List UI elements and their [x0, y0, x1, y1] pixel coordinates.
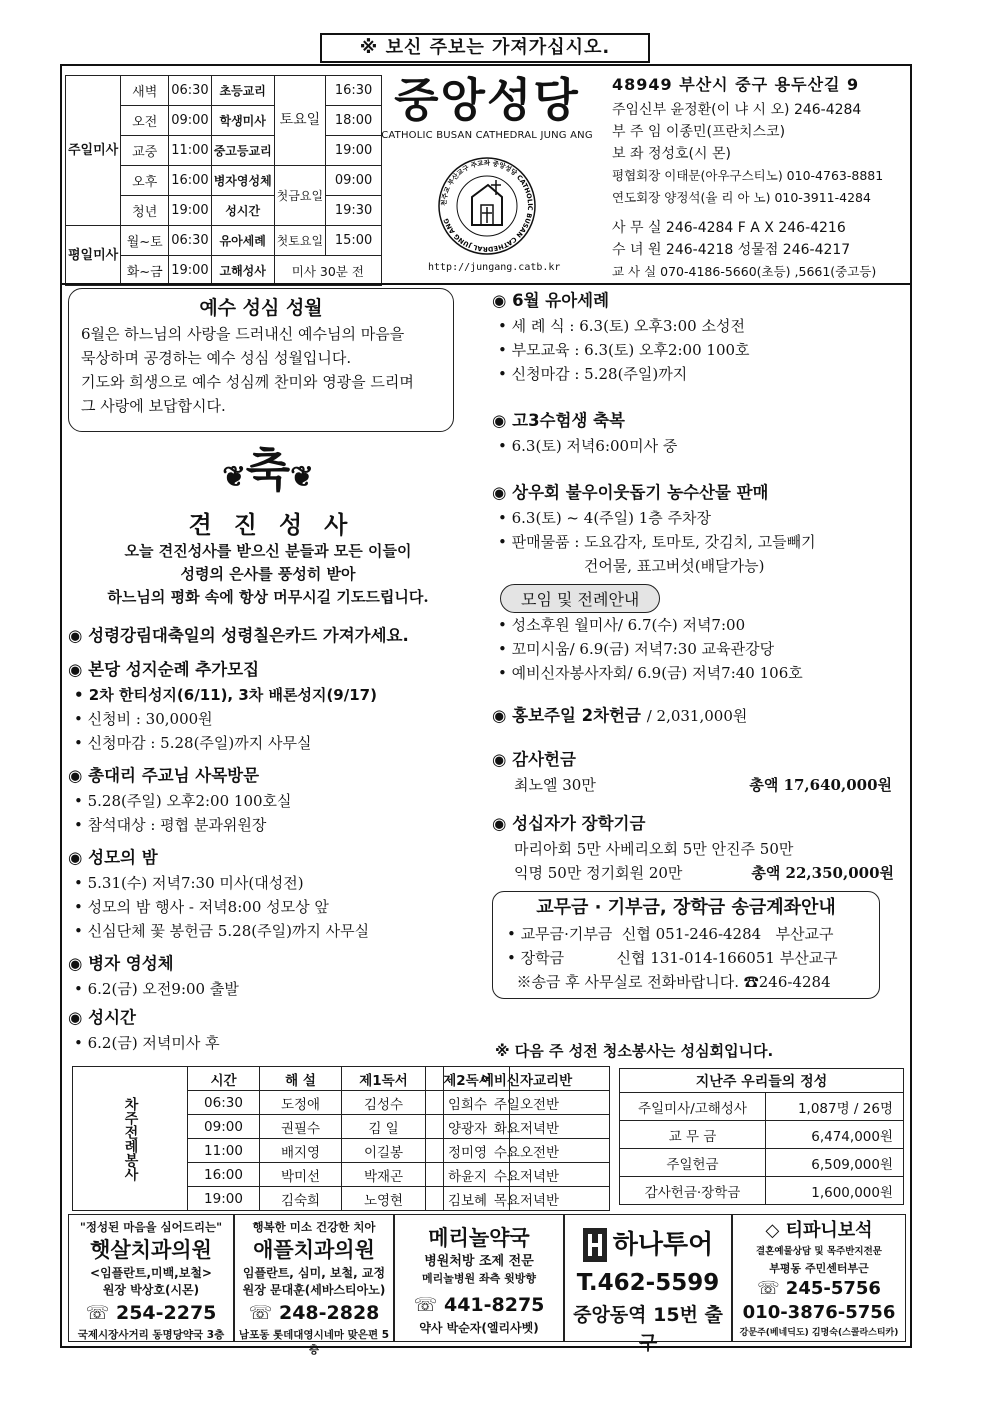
table-row: 수요오전반 [444, 1139, 610, 1163]
last-week-offering-table: 지난주 우리들의 정성 주일미사/고해성사 1,087명 / 26명 교 무 금 6,474,000원 주일헌금 6,509,000원 감사헌금·장학금 1,600,000원 [619, 1068, 904, 1205]
weekday-label: 월~토 [121, 226, 169, 256]
first-friday-time: 09:00 [326, 166, 382, 196]
table-row: 수요저녁반 [444, 1163, 610, 1187]
phone-icon: ☏ 248-2828 [248, 1302, 380, 1324]
weekday-time: 06:30 [169, 226, 211, 256]
notice-thanks-offering: ◉ 감사헌금 최노엘 30만 총액 17,640,000원 [492, 747, 907, 797]
table-row: 19:00 김숙희 노영현 김보혜 [73, 1187, 510, 1211]
contact-info [612, 72, 908, 283]
confirmation-line: 오늘 견진성사를 받으신 분들과 모든 이들이 [124, 542, 412, 560]
sunday-mass-label: 주일미사 [66, 76, 121, 226]
saturday-label: 토요일 [274, 76, 325, 166]
confession-time: 미사 30분 전 [274, 256, 381, 286]
header-divider [60, 283, 912, 285]
staff-line: 보 좌 정성호(시 몬) [612, 146, 731, 162]
table-row: 주일미사/고해성사 1,087명 / 26명 [620, 1093, 904, 1121]
church-address: 48949 부산시 중구 용두산길 9 [612, 75, 860, 94]
notice-scholarship: ◉ 성십자가 장학기금 마리아회 5만 사베리오회 5만 안진주 50만 익명 50만 정기회원 20만 총액 22,350,000원 [492, 814, 894, 882]
confirmation-title: 견진성사 [188, 510, 370, 539]
church-title: 중앙성당 [394, 73, 580, 127]
table-row: 주일헌금 6,509,000원 [620, 1149, 904, 1177]
first-friday-label: 첫금요일 [274, 166, 325, 226]
church-url[interactable]: http://jungang.catb.kr [428, 262, 561, 273]
mass-time: 11:00 [169, 136, 211, 166]
phone-icon: ☏ 254-2275 [85, 1302, 217, 1324]
staff-line: 연도회장 양정석(율 리 아 노) 010-3911-4284 [612, 190, 871, 205]
mass-time: 16:00 [169, 166, 211, 196]
mass-program: 성시간 [211, 196, 274, 226]
notice-infant-baptism: ◉ 6월 유아세례 • 세 례 식 : 6.3(토) 오후3:00 소성전 • 부모교육 : 6.3(토) 오후2:00 100호 • 신청마감 : 5.28(주일)까지 [492, 291, 750, 383]
sacred-heart-body: 6월은 하느님의 사랑을 드러내신 예수님의 마음을 묵상하며 공경하는 예수 성심 성월입니다. 기도와 희생으로 예수 성심께 찬미와 영광을 드리며 그 사랑에 보답합시다. [81, 325, 414, 415]
sacred-heart-title: 예수 성심 성월 [199, 297, 323, 319]
mass-row-label: 오후 [121, 166, 169, 196]
mass-row-label: 교중 [121, 136, 169, 166]
confirmation-congrats [68, 442, 468, 609]
mass-time: 09:00 [169, 106, 211, 136]
table-row: 주일오전반 [444, 1091, 610, 1115]
notice-pilgrimage: ◉ 본당 성지순례 추가모집 • 2차 한티성지(6/11), 3차 배론성지(9/17) • 신청비 : 30,000원 • 신청마감 : 5.28(주일)까지 사무실 [68, 660, 377, 752]
take-bulletin-notice: ※ 보신 주보는 가져가십시오. [320, 33, 650, 63]
diamond-icon: ◇ [765, 1220, 780, 1241]
notice-produce-sale: ◉ 상우회 불우이웃돕기 농수산물 판매 • 6.3(토) ~ 4(주일) 1층 주차장 • 판매물품 : 도요감자, 토마토, 갓김치, 고들빼기 건어물, 표고버섯(배달가능) [492, 483, 816, 575]
confirmation-line: 성령의 은사를 풍성히 받아 [180, 565, 356, 583]
ad-travel-agency: 하나투어 T.462-5599 중앙동역 15번 출구 [564, 1214, 732, 1342]
mass-time: 19:00 [169, 196, 211, 226]
laurel-wreath-icon: ❦축❦ [222, 443, 314, 497]
confirmation-line: 하느님의 평화 속에 항상 머무시길 기도드립니다. [107, 588, 429, 606]
next-cleaning-notice: ※ 다음 주 성전 청소봉사는 성심회입니다. [495, 1042, 774, 1060]
mass-schedule-table [65, 75, 382, 286]
notice-pentecost-card: ◉ 성령강림대축일의 성령칠은카드 가져가세요. [68, 626, 409, 645]
seal-text: 천주교 부산교구 주교좌 중앙성당 CATHOLIC BUSAN CATHEDRAL JUNG ANG [439, 158, 535, 254]
weekday-label: 화~금 [121, 256, 169, 286]
staff-line: 평협회장 이태문(아우구스티노) 010-4763-8881 [612, 168, 884, 183]
mass-time: 06:30 [169, 76, 211, 106]
table-row: 11:00 배지영 이길봉 정미영 [73, 1139, 510, 1163]
table-row: 16:00 박미선 박재곤 하윤지 [73, 1163, 510, 1187]
first-friday-time: 19:30 [326, 196, 382, 226]
church-brand [372, 72, 602, 141]
ad-pharmacy: 메리놀약국 병원처방 조제 전문 메리놀병원 좌측 윗방향 ☏ 441-8275 약사 박순자(엘리사벳) [394, 1214, 564, 1342]
bank-transfer-box: 교무금 · 기부금, 장학금 송금계좌안내 • 교무금·기부금 신협 051-246-4284 부산교구 • 장학금 신협 131-014-166051 부산교구 ※송금 후 사무실로 전화바랍니다. ☎246-4284 [492, 891, 880, 999]
table-row: 화요저녁반 [444, 1115, 610, 1139]
mass-row-label: 새벽 [121, 76, 169, 106]
office-phone-line: 수 녀 원 246-4218 성물점 246-4217 [612, 242, 851, 258]
meeting-list: • 성소후원 월미사/ 6.7(수) 저녁7:00 • 꼬미시움/ 6.9(금) 저녁7:30 교육관강당 • 예비신자봉사자회/ 6.9(금) 저녁7:40 106호 [498, 616, 803, 682]
transfer-title: 교무금 · 기부금, 장학금 송금계좌안내 [536, 897, 836, 918]
meeting-liturgy-pill: 모임 및 전례안내 [500, 584, 660, 613]
cathedral-seal-icon [436, 155, 538, 257]
sat-time: 19:00 [326, 136, 382, 166]
table-row: 목요저녁반 [444, 1187, 610, 1211]
table-row: 06:30 도정애 김성수 임희수 [73, 1091, 510, 1115]
sat-time: 16:30 [326, 76, 382, 106]
staff-line: 부 주 임 이종민(프란치스코) [612, 124, 786, 140]
weekday-mass-label: 평일미사 [66, 226, 121, 286]
mass-row-label: 청년 [121, 196, 169, 226]
table-row: 감사헌금·장학금 1,600,000원 [620, 1177, 904, 1205]
notice-sick-communion: ◉ 병자 영성체 • 6.2(금) 오전9:00 출발 [68, 954, 239, 998]
thanks-total: 총액 17,640,000원 [749, 776, 892, 794]
mass-program: 초등교리 [211, 76, 274, 106]
infant-baptism-label: 유아세례 [211, 226, 274, 256]
table-row: 09:00 권필수 김 일 양광자 [73, 1115, 510, 1139]
first-saturday-time: 15:00 [326, 226, 382, 256]
right-column [492, 288, 907, 999]
sat-time: 18:00 [326, 106, 382, 136]
table-row: 교 무 금 6,474,000원 [620, 1121, 904, 1149]
advertisement-strip [68, 1214, 906, 1356]
weekday-time: 19:00 [169, 256, 211, 286]
catechumen-class-table: 예비신자교리반 주일오전반 화요저녁반 수요오전반 수요저녁반 목요저녁반 [443, 1066, 610, 1211]
mass-program: 학생미사 [211, 106, 274, 136]
liturgy-duty-table: 차주전례봉사 시간 해 설 제1독서 제2독서 06:30 도정애 김성수 임희수 09:00 권필수 김 일 양광자 11:00 배지영 이길봉 정미영 16:00 박미선 박재곤 하윤지 19:00 김숙희 노영현 김보혜 [72, 1066, 510, 1211]
confession-label: 고해성사 [211, 256, 274, 286]
office-phone-line: 사 무 실 246-4284 F A X 246-4216 [612, 220, 846, 236]
thanks-donor: 최노엘 30만 [514, 776, 596, 794]
notice-exam-blessing: ◉ 고3수험생 축복 • 6.3(토) 저녁6:00미사 중 [492, 411, 678, 455]
mass-program: 중고등교리 [211, 136, 274, 166]
duty-side-label: 차주전례봉사 [73, 1067, 188, 1211]
church-subtitle: CATHOLIC BUSAN CATHEDRAL JUNG ANG [381, 130, 593, 141]
sacred-heart-month-box [68, 288, 454, 432]
ad-dental-sunshine: "정성된 마음을 심어드리는" 햇살치과의원 <임플란트,미백,보철> 원장 박상호(시몬) ☏ 254-2275 국제시장사거리 동명당약국 3층 [68, 1214, 234, 1342]
phone-icon: ☏ 441-8275 [413, 1294, 545, 1316]
notice-holy-hour: ◉ 성시간 • 6.2(금) 저녁미사 후 [68, 1008, 220, 1052]
first-saturday-label: 첫토요일 [274, 226, 325, 256]
phone-icon: ☏ 245-5756 [757, 1278, 881, 1299]
staff-line: 주임신부 윤정환(이 냐 시 오) 246-4284 [612, 102, 862, 118]
notice-bishop-visit: ◉ 총대리 주교님 사목방문 • 5.28(주일) 오후2:00 100호실 • 참석대상 : 평협 분과위원장 [68, 766, 292, 834]
ad-jewelry: ◇ 티파니보석 결혼예물상담 및 목주반지전문 부평동 주민센터부근 ☏ 245-5756 010-3876-5756 강문주(베네딕도) 김명숙(스콜라스티카) [732, 1214, 906, 1342]
notice-promo-collection: ◉ 홍보주일 2차헌금 / 2,031,000원 [492, 706, 748, 725]
hanatour-logo-icon [583, 1228, 607, 1262]
left-column [68, 288, 468, 1055]
mass-row-label: 오전 [121, 106, 169, 136]
office-phone-line: 교 사 실 070-4186-5660(초등) ,5661(중고등) [612, 264, 877, 279]
notice-marian-night: ◉ 성모의 밤 • 5.31(수) 저녁7:30 미사(대성전) • 성모의 밤 행사 - 저녁8:00 성모상 앞 • 신심단체 꽃 봉헌금 5.28(주일)까지 사무실 [68, 848, 370, 940]
mass-program: 병자영성체 [211, 166, 274, 196]
ad-dental-apple: 행복한 미소 건강한 치아 애플치과의원 임플란트, 심미, 보철, 교정 원장 문대훈(세바스티아노) ☏ 248-2828 남포동 롯데대영시네마 맞은편 5층 [234, 1214, 394, 1342]
